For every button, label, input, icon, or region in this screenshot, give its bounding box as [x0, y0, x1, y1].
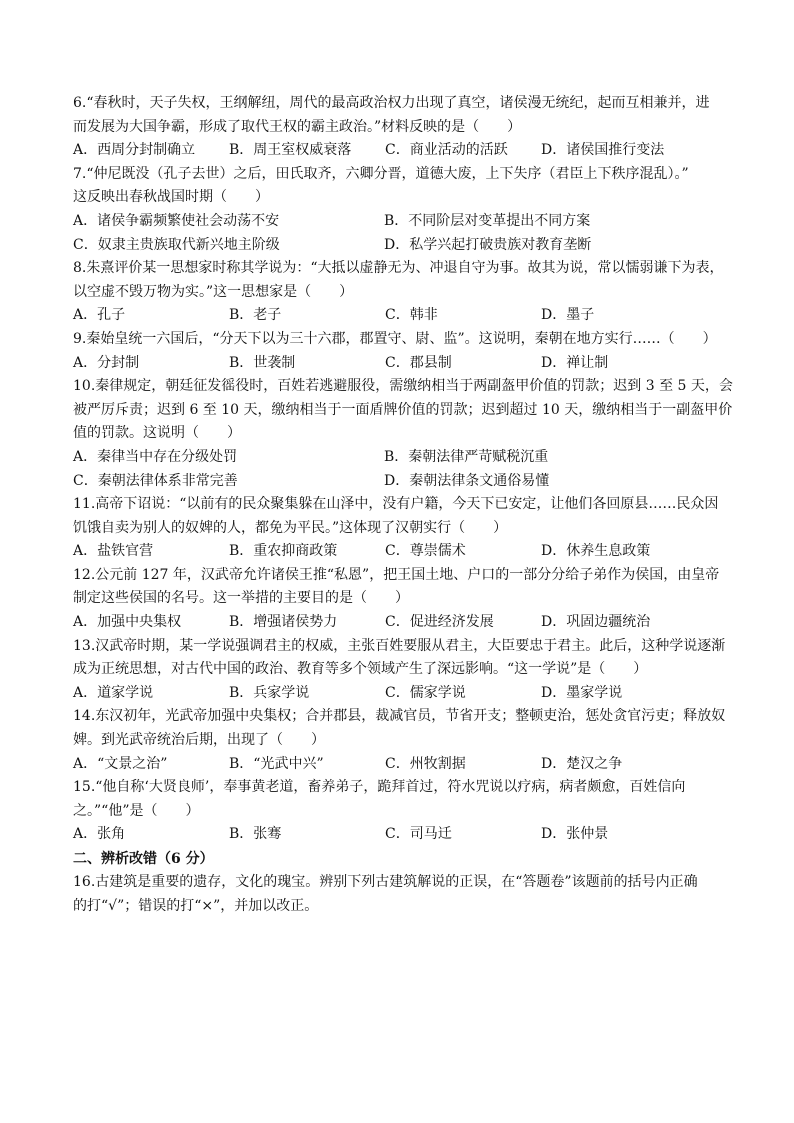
question-stem-line: 以空虚不毁万物为实。”这一思想家是（ ） [73, 283, 354, 300]
question-stem-line: 7.“仲尼既没（孔子去世）之后，田氏取齐，六卿分晋，道德大废，上下失序（君臣上下秩序混乱）。” [73, 165, 689, 182]
options-row [73, 446, 733, 470]
answer-option: A．张角 [73, 826, 126, 843]
answer-option: A．“文景之治” [73, 755, 168, 772]
answer-option: D．墨子 [541, 307, 595, 324]
question-stem-line: 6.“春秋时，天子失权，王纲解纽，周代的最高政治权力出现了真空，诸侯漫无统纪，起而互相兼并，进 [73, 95, 710, 111]
options-row [73, 753, 733, 777]
answer-option: B．重农抑商政策 [229, 543, 338, 560]
options-row [73, 352, 733, 376]
answer-option: C．儒家学说 [385, 684, 466, 701]
question-stem-line: 14.东汉初年，光武帝加强中央集权；合并郡县，裁减官员，节省开支；整顿吏治，惩处贪官污吏；释放奴 [73, 708, 726, 725]
options-row [73, 611, 733, 635]
answer-option: C．韩非 [385, 307, 438, 324]
answer-option: A．西周分封制确立 [73, 142, 196, 159]
question-list [73, 92, 733, 918]
question-item [73, 493, 733, 564]
answer-option: A．加强中央集权 [73, 614, 182, 631]
answer-option: C．尊崇儒术 [385, 543, 466, 560]
question-stem-line: 15.“他自称‘大贤良师’，奉事黄老道，畜养弟子，跪拜首过，符水咒说以疗病，病者颇愈，百姓信向 [73, 779, 686, 796]
answer-option: B．张骞 [229, 826, 282, 843]
answer-option: D．墨家学说 [541, 684, 623, 701]
options-row [73, 304, 733, 328]
answer-option: B．周王室权威衰落 [229, 142, 352, 159]
question-stem-line: 的打“√”；错误的打“×”，并加以改正。 [73, 897, 319, 914]
answer-option: C．奴隶主贵族取代新兴地主阶级 [73, 236, 280, 253]
answer-option: A．分封制 [73, 354, 140, 371]
answer-option: C．秦朝法律体系非常完善 [73, 472, 238, 489]
question-item [73, 705, 733, 776]
answer-option: C．郡县制 [385, 354, 452, 371]
options-row [73, 682, 733, 706]
answer-option: B．秦朝法律严苛赋税沉重 [384, 448, 549, 465]
question-stem-line: 制定这些侯国的名号。这一举措的主要目的是（ ） [73, 590, 409, 607]
question-stem-line: 11.高帝下诏说：“以前有的民众聚集躲在山泽中，没有户籍，今天下已安定，让他们各回原县……民众因 [73, 496, 719, 513]
options-row [73, 470, 733, 494]
answer-option: A．诸侯争霸频繁使社会动荡不安 [73, 212, 280, 229]
question-stem-line: 成为正统思想，对古代中国的政治、教育等多个领域产生了深远影响。“这一学说”是（ ） [73, 661, 648, 678]
options-row [73, 210, 733, 234]
question-stem-line: 而发展为大国争霸，形成了取代王权的霸主政治。”材料反映的是（ ） [73, 118, 522, 135]
question-item [73, 163, 733, 257]
options-row [73, 234, 733, 258]
answer-option: D．秦朝法律条文通俗易懂 [384, 472, 550, 489]
question-stem-line: 被严厉斥责；迟到 6 至 10 天，缴纳相当于一面盾牌价值的罚款；迟到超过 10 天，缴纳相当于一副盔甲价 [73, 401, 733, 418]
answer-option: D．诸侯国推行变法 [541, 142, 665, 159]
answer-option: B．老子 [229, 307, 282, 324]
section-heading: 二、辨析改错（6 分） [73, 851, 214, 867]
question-stem-line: 13.汉武帝时期，某一学说强调君主的权威，主张百姓要服从君主，大臣要忠于君主。此后，这种学说逐渐 [73, 637, 726, 654]
answer-option: A．盐铁官营 [73, 543, 154, 560]
answer-option: B．不同阶层对变革提出不同方案 [384, 212, 591, 229]
answer-option: D．楚汉之争 [541, 755, 623, 772]
question-item [73, 564, 733, 635]
question-stem-line: 婢。到光武帝统治后期，出现了（ ） [73, 732, 325, 749]
answer-option: C．促进经济发展 [385, 614, 494, 631]
question-stem-line: 8.朱熹评价某一思想家时称其学说为：“大抵以虚静无为、冲退自守为事。故其为说，常以懦弱谦下为表， [73, 260, 724, 277]
answer-option: B．“光武中兴” [229, 755, 324, 772]
options-row [73, 823, 733, 847]
answer-option: B．增强诸侯势力 [229, 614, 338, 631]
question-stem-line: 16.古建筑是重要的遗存，文化的瑰宝。辨别下列古建筑解说的正误，在“答题卷”该题前的括号内正确 [73, 874, 698, 890]
answer-option: D．张仲景 [541, 826, 609, 843]
question-stem-line: 9.秦始皇统一六国后，“分天下以为三十六郡，郡置守、尉、监”。这说明，秦朝在地方实行……（ ） [73, 330, 717, 347]
answer-option: A．孔子 [73, 307, 126, 324]
question-item [73, 257, 733, 328]
question-item [73, 92, 733, 163]
question-item [73, 635, 733, 706]
question-stem-line: 12.公元前 127 年，汉武帝允许诸侯王推“私恩”，把王国土地、户口的一部分分给子弟作为侯国，由皇帝 [73, 566, 720, 583]
question-stem-line: 这反映出春秋战国时期（ ） [73, 189, 269, 206]
answer-option: B．世袭制 [229, 354, 296, 371]
question-stem-line: 饥饿自卖为别人的奴婢的人，都免为平民。”这体现了汉朝实行（ ） [73, 519, 508, 536]
answer-option: C．州牧割据 [385, 755, 466, 772]
question-item [73, 776, 733, 847]
answer-option: D．禅让制 [541, 354, 609, 371]
options-row [73, 540, 733, 564]
question-item [73, 375, 733, 493]
answer-option: C．商业活动的活跃 [385, 142, 508, 159]
answer-option: D．休养生息政策 [541, 543, 651, 560]
answer-option: D．巩固边疆统治 [541, 614, 651, 631]
question-item [73, 328, 733, 375]
answer-option: C．司马迁 [385, 826, 452, 843]
answer-option: D．私学兴起打破贵族对教育垄断 [384, 236, 592, 253]
question-stem-line: 之。”“他”是（ ） [73, 802, 200, 819]
question-stem-line: 值的罚款。这说明（ ） [73, 425, 241, 442]
answer-option: B．兵家学说 [229, 684, 310, 701]
options-row [73, 139, 733, 163]
answer-option: A．秦律当中存在分级处罚 [73, 448, 238, 465]
answer-option: A．道家学说 [73, 684, 154, 701]
question-stem-line: 10.秦律规定，朝廷征发徭役时，百姓若逃避服役，需缴纳相当于两副盔甲价值的罚款；迟到 3 至 5 天，会 [73, 378, 733, 395]
